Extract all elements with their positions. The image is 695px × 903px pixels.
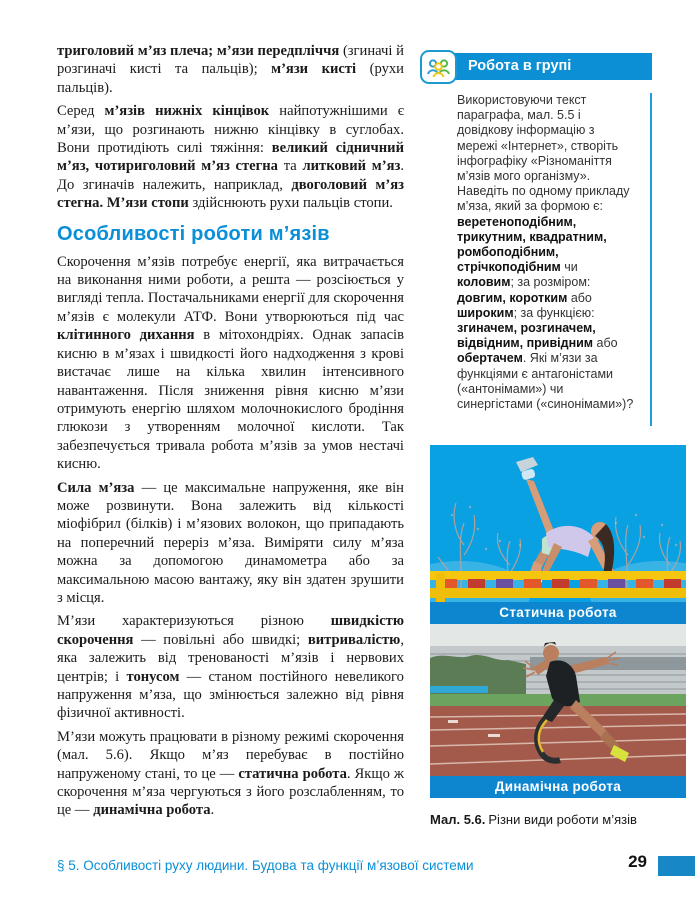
paragraph: Сила м’яза — це максимальне напруження, яке він може розвинути. Вона залежить від кількості міофібрил (білків) і м’язових волокон, що припадають на поперечний переріз м’яза. Виміряти силу м’яза можна за допомогою динамометра або за максимальною масою вантажу, яку він здатен зрушити з місця.	[57, 479, 404, 606]
paragraph: Серед м’язів нижніх кінцівок найпотужнішими є м’язи, що розгинають нижню кінцівку в суглобах. Вони протидіють силі тяжіння: великий сідничний м’яз, чотириголовий м’яз стегна та литковий м’яз. До згиначів належить, наприклад, двоголовий м’яз стегна. М’язи стопи здійснюють рухи пальців стопи.	[57, 103, 404, 212]
figure-caption-text: Різни види роботи м’язів	[488, 812, 637, 827]
figure-caption	[430, 811, 686, 828]
dynamic-work-photo	[430, 624, 686, 776]
figure-5-6	[430, 445, 686, 828]
monkey-bars	[430, 571, 686, 602]
footer-section-title: § 5. Особливості руху людини. Будова та функції м’язової системи	[57, 858, 474, 873]
group-work-task-text: Використовуючи текст параграфа, мал. 5.5 і довідкову інформацію з мережі «Інтернет», створіть інфографіку «Різноманіття м’язів мого організму». Наведіть по одному прикладу м’яза, який за формою є: веретеноподібним, трикутним, квадратним, ромбоподібним, стрічкоподібним чи коловим; за розміром: довгим, коротким або широким; за функцією: згиначем, розгиначем, відвідним, привідним або обертачем. Які м’язи за функціями є антагоністами («антонімами») чи синергістами («синонімами»)?	[457, 93, 652, 426]
main-text-column	[57, 42, 404, 825]
paragraph: Скорочення м’язів потребує енергії, яка витрачається на виконання ними роботи, а решта — розсіюється у вигляді тепла. Постачальниками енергії для скорочення м’язів є молекули АТФ. Вони утворюються під час клітинного дихання в мітохондріях. Однак запасів кисню в м’язах і швидкості його надходження з крові вистачає лише на кілька хвилин інтенсивного навантаження. Після зниження рівня кисню м’язи отримують енергію шляхом молочнокислого бродіння глюкози з утворенням молочної кислоти. Так забезпечується тривала робота м’язів за умов нестачі кисню.	[57, 253, 405, 473]
paragraph: М’язи можуть працювати в різному режимі скорочення (мал. 5.6). Якщо м’яз перебуває в постійно напруженому стані, то це — статична робота. Якщо ж скорочення м’яза чергуються з його розслабленням, то це — динамічна робота.	[57, 728, 405, 819]
dynamic-work-label: Динамічна робота	[430, 776, 686, 798]
static-work-label: Статична робота	[430, 602, 686, 624]
section-heading: Особливості роботи м’язів	[57, 222, 330, 245]
page-edge-tab	[658, 856, 695, 876]
figure-caption-number: Мал. 5.6.	[430, 812, 486, 827]
group-work-title: Робота в групі	[440, 53, 652, 80]
page-number: 29	[628, 852, 647, 871]
static-work-photo	[430, 445, 686, 602]
running-track	[430, 706, 686, 776]
group-of-people-icon	[420, 50, 457, 84]
paragraph: М’язи характеризуються різною швидкістю скорочення — повільні або швидкі; витривалістю, яка залежить від тренованості м’язів і нервових центрів; і тонусом — станом постійного невеликого напруження м’яза, що змінюється залежно від рівня фізичної активності.	[57, 613, 404, 722]
paragraph: триголовий м’яз плеча; м’язи передпліччя (згиначі й розгиначі кисті та пальців); м’язи кисті (рухи пальців).	[57, 43, 404, 96]
